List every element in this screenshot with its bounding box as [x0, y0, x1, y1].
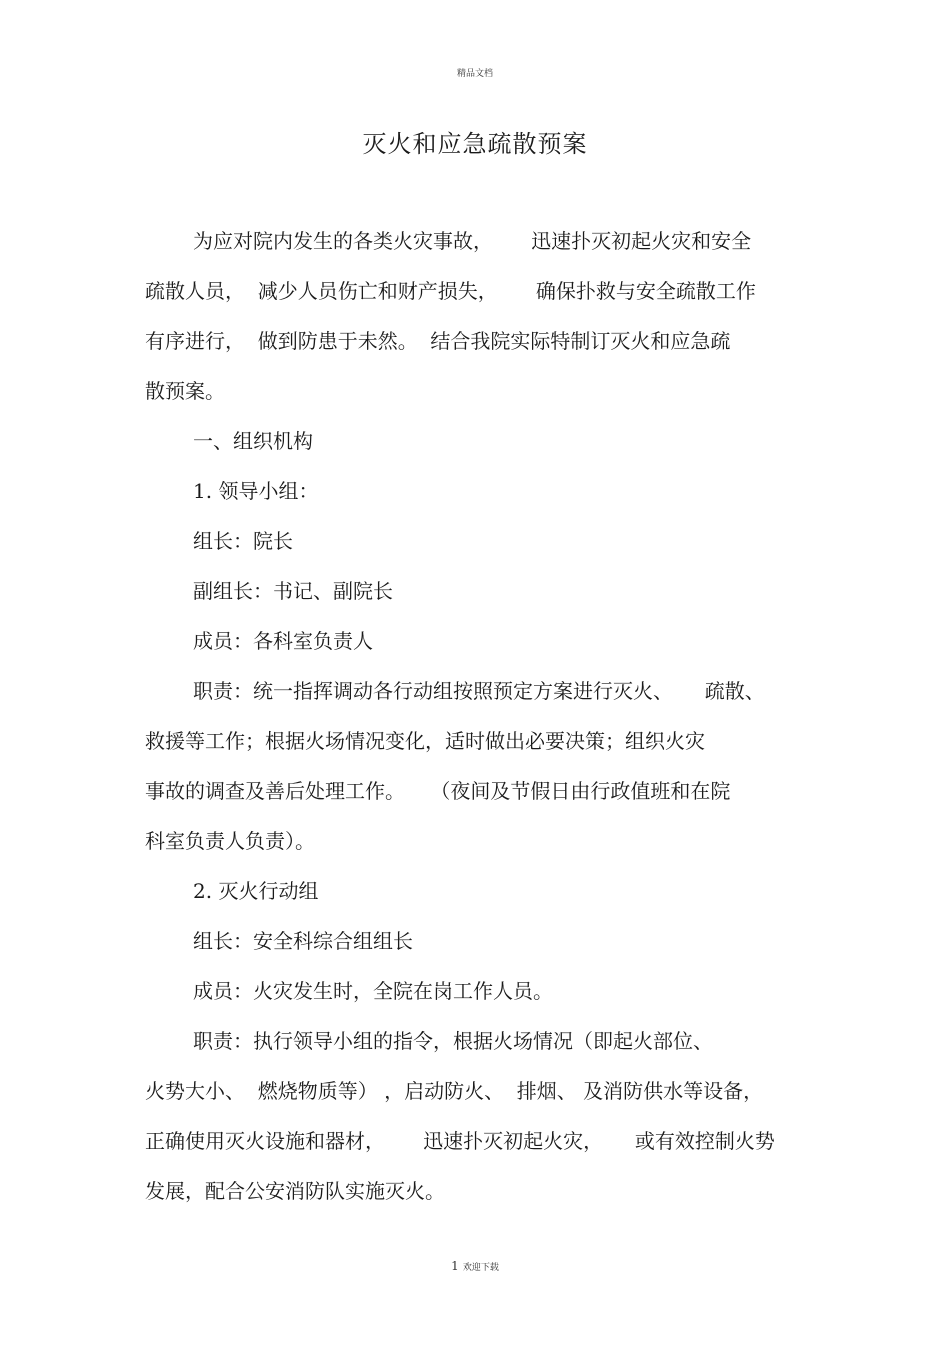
header-mark: 精品文档 [456, 69, 493, 79]
subsection-heading: 2. 灭火行动组 [193, 879, 319, 903]
paragraph-line: 成员：火灾发生时，全院在岗工作人员。 [193, 979, 553, 1003]
paragraph-line: 副组长：书记、副院长 [193, 579, 393, 603]
paragraph-line: 职责：统一指挥调动各行动组按照预定方案进行灭火、 疏散、 [193, 679, 765, 703]
paragraph-line: 成员：各科室负责人 [193, 629, 373, 653]
paragraph-line: 散预案。 [145, 379, 225, 403]
paragraph-line: 有序进行， 做到防患于未然。 结合我院实际特制订灭火和应急疏 [145, 329, 731, 353]
page-footer [0, 1259, 950, 1273]
page-number: 1 [451, 1259, 459, 1273]
paragraph-line: 救援等工作；根据火场情况变化，适时做出必要决策；组织火灾 [145, 729, 705, 753]
paragraph-line: 组长：院长 [193, 529, 293, 553]
paragraph-line: 为应对院内发生的各类火灾事故， 迅速扑灭初起火灾和安全 [193, 229, 752, 253]
paragraph-line: 发展，配合公安消防队实施灭火。 [145, 1179, 445, 1203]
paragraph-line: 疏散人员， 减少人员伤亡和财产损失， 确保扑救与安全疏散工作 [145, 279, 756, 303]
paragraph-line: 事故的调查及善后处理工作。 （夜间及节假日由行政值班和在院 [145, 779, 731, 803]
paragraph-line: 科室负责人负责）。 [145, 829, 315, 853]
paragraph-line: 火势大小、 燃烧物质等） ，启动防火、 排烟、 及消防供水等设备， [145, 1079, 764, 1103]
page-title: 灭火和应急疏散预案 [362, 130, 588, 158]
paragraph-line: 职责：执行领导小组的指令，根据火场情况（即起火部位、 [193, 1029, 713, 1053]
footer-text: 欢迎下载 [462, 1263, 499, 1273]
paragraph-line: 组长：安全科综合组组长 [193, 929, 413, 953]
section-heading: 一、组织机构 [193, 429, 313, 453]
paragraph-line: 正确使用灭火设施和器材， 迅速扑灭初起火灾， 或有效控制火势 [145, 1129, 775, 1153]
subsection-heading: 1. 领导小组： [193, 479, 319, 503]
